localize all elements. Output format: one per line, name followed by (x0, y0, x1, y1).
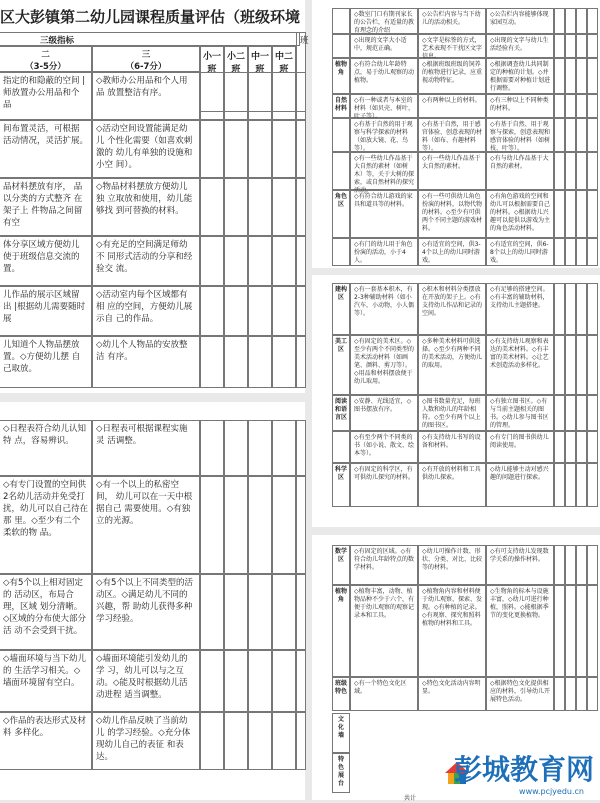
right_page2-row-3-score-3 (587, 431, 598, 463)
row-3-trail (296, 236, 306, 286)
row-3-score-1 (224, 236, 248, 286)
brow-2-score-0 (200, 574, 224, 650)
right_page1-row-3-score-3 (587, 94, 598, 118)
right_page3-row-0-score-2 (576, 545, 587, 585)
right_page1-row-5-a: ◇有一些幼儿作品基于大自然的素材（如树木）等，关于大树的探索，或自然材料的探究活动。 (350, 152, 418, 190)
row-2-score-3 (272, 178, 296, 236)
header-col2-label: 二 (41, 50, 50, 60)
row-1-col3: ◇活动空间设置能满足幼儿 个性化需要（如喜欢刺激的 幼儿有单独的设施和小空 间）。 (92, 120, 200, 178)
row-5-score-0 (200, 336, 224, 388)
right_page2-row-3-score-1 (565, 431, 576, 463)
right_page3-row-0-score-1 (565, 545, 576, 585)
right_page1-row-1-c: ◇出现的文字与幼儿生活经验有关。 (486, 34, 554, 58)
right_page1-row-2-c: ◇根据调查幼儿共同制定的种植的计划。◇并根据需要对种植计划进行调整。 (486, 58, 554, 94)
right_page2-row-0-a: ◇有一套基本积木，有2-3种辅助材料（如小汽车，小动物，小人偶等）。 (350, 283, 418, 335)
header-level3: 三级指标 (0, 32, 300, 46)
brow-1-score-1 (224, 476, 248, 574)
right_page3-row-2-cat: 班级特色 (332, 677, 350, 711)
row-1-trail (296, 120, 306, 178)
right_page3-row-2-score-3 (587, 677, 598, 711)
right-page-3 (312, 535, 600, 800)
right_page3-row-0-score-0 (554, 545, 565, 585)
right_page1-row-2-cat: 植物角 (332, 58, 350, 94)
right_page1-row-5-score-1 (565, 152, 576, 190)
right_page2-row-0-cat: 建构区 (332, 283, 350, 335)
brow-0-trail (296, 420, 306, 476)
right_page2-row-4-cat: 科学区 (332, 463, 350, 507)
brow-2-score-3 (272, 574, 296, 650)
right_page1-row-4-b: ◇有基于自然，用于感官体验、创意表现的材料（如布、有趣材料等）。 (418, 118, 486, 152)
right_page3-row-2-score-0 (554, 677, 565, 711)
right_page3-row-2-score-1 (565, 677, 576, 711)
header-trailing-label: 班 (300, 36, 309, 46)
header-col3 (92, 46, 200, 72)
right_page3-row-1-cat: 植物角 (332, 585, 350, 677)
right_page1-row-4-a: ◇有基于自然的用于观察与科学探索的材料（如放大镜、花、鸟等）。 (350, 118, 418, 152)
brow-1-score-2 (248, 476, 272, 574)
right_page1-row-2-score-2 (576, 58, 587, 94)
row-3-score-2 (248, 236, 272, 286)
brow-2-score-1 (224, 574, 248, 650)
right_page1-row-7-a: ◇有门的幼儿用于角色扮演的活动，小于4人。 (350, 238, 418, 266)
right_page3-row-1-b: ◇植物角内容和材料便于幼儿观察、探索、发现。◇有种植的记录。◇有观察、探究和照料植物的材料和工具。 (418, 585, 486, 677)
row-1-col2: 间布置灵活，可根据 活动情况，灵活扩展。 (0, 120, 92, 178)
row-5-score-1 (224, 336, 248, 388)
right_page2-row-2-score-3 (587, 395, 598, 431)
right_page1-row-1-score-2 (576, 34, 587, 58)
brow-0-score-2 (248, 420, 272, 476)
document-title: 区大彭镇第二幼儿园课程质量评估（班级环境 (0, 8, 301, 26)
right_page1-row-5-cat (332, 152, 350, 190)
row-1-score-0 (200, 120, 224, 178)
row-2-score-0 (200, 178, 224, 236)
right_page2-row-4-b: ◇有开放的材料和工具供幼儿探索。 (418, 463, 486, 507)
row-2-col3: ◇物品材料摆放方便幼儿独 立取放和使用，幼儿能够找 到可替换的材料。 (92, 178, 200, 236)
right_page2-row-1-score-0 (554, 335, 565, 395)
watermark-brand: 彭城教育网 (453, 753, 594, 786)
right_page2-row-3-score-0 (554, 431, 565, 463)
brow-3-trail (296, 650, 306, 712)
right_page2-row-3-score-2 (576, 431, 587, 463)
left-page-top (0, 0, 309, 393)
brow-2-trail (296, 574, 306, 650)
feature-stand-label: 特色展台 (332, 753, 350, 793)
row-3-col3: ◇有充足的空间满足师幼不 同形式活动的分享和经验交 流。 (92, 236, 200, 286)
right_page1-row-4-c: ◇有基于自然、用于观察与探索，创意表现和感官体验的材料（如树枝、叶等）。 (486, 118, 554, 152)
brow-3-col3: ◇墙面环境能引发幼儿的学 习，幼儿可以与之互动。◇能及时根据幼儿活动进程 适当调整。 (92, 650, 200, 712)
right_page1-row-3-score-2 (576, 94, 587, 118)
right_page2-row-1-score-3 (587, 335, 598, 395)
row-5-score-2 (248, 336, 272, 388)
right_page1-row-7-c: ◇有适宜的空间，供6-8个以上的幼儿同时游戏。 (486, 238, 554, 266)
right_page1-row-0-score-2 (576, 8, 587, 34)
right_page1-row-6-score-2 (576, 190, 587, 238)
right_page2-row-1-c: ◇有支持幼儿观察和表达的美术材料。◇有丰富的美术材料。◇让艺术创造活动多样化。 (486, 335, 554, 395)
row-0-trail (296, 72, 306, 120)
right_page2-row-3-c: ◇有专门的图书供幼儿阅读使用。 (486, 431, 554, 463)
row-4-score-3 (272, 286, 296, 336)
right_page3-row-2-b: ◇特色文化活动内容明显。 (418, 677, 486, 711)
right_page1-row-1-b: ◇文字是标签的方式，艺术表现不干扰区文字信息。 (418, 34, 486, 58)
right_page1-row-7-score-2 (576, 238, 587, 266)
right_page2-row-1-cat: 美工区 (332, 335, 350, 395)
brow-3-score-2 (248, 650, 272, 712)
brow-3-score-0 (200, 650, 224, 712)
row-3-score-0 (200, 236, 224, 286)
right_page1-row-2-a: ◇有符合幼儿年龄特点，易于幼儿观察的动植物。 (350, 58, 418, 94)
right_page1-row-7-b: ◇有适宜的空间，供3-4个以上的幼儿同时游戏。 (418, 238, 486, 266)
brow-4-score-1 (224, 712, 248, 770)
right_page2-row-2-a: ◇安静、光线适宜，◇图书摆放有序。 (350, 395, 418, 431)
right_page1-row-3-c: ◇有三种以上不同种类的材料。 (486, 94, 554, 118)
right_page1-row-2-b: ◇根据班级班级的饲养的植物进行记录，应重视动物特征。 (418, 58, 486, 94)
right_page2-row-3-b: ◇有支持幼儿书写的设备和材料。 (418, 431, 486, 463)
right_page2-row-4-score-3 (587, 463, 598, 507)
brow-0-score-0 (200, 420, 224, 476)
right_page1-row-6-c: ◇有角色游戏的空间和幼儿可以根据需要自己的材料。◇根据幼儿兴趣可以提供以游戏为主的角色活动材料。 (486, 190, 554, 238)
right_page1-row-0-score-3 (587, 8, 598, 34)
right_page2-row-2-score-1 (565, 395, 576, 431)
right_page1-row-4-score-1 (565, 118, 576, 152)
right_page1-row-4-score-2 (576, 118, 587, 152)
right_page1-row-0-a: ◇数室门口有期刊家长的公告栏，有适量的教育理念的介绍 (350, 8, 418, 34)
right_page2-row-2-b: ◇图书数量充足，每班人数和幼儿的年龄相符。◇至少有两个以上的图书区。 (418, 395, 486, 431)
right_page1-row-0-c: ◇公告栏内容能够体现家园互动。 (486, 8, 554, 34)
brow-3-col2: ◇墙面环境与当下幼儿的 生活学习相关。◇墙面环境留有空白。 (0, 650, 92, 712)
right_page2-row-2-score-0 (554, 395, 565, 431)
right_page1-row-6-cat: 角色区 (332, 190, 350, 238)
right-page-2 (312, 275, 600, 527)
right_page2-row-4-a: ◇有固定的科学区，有可供幼儿探究的材料。 (350, 463, 418, 507)
brow-1-trail (296, 476, 306, 574)
brow-4-col2: ◇作品的表达形式及材料 多样化。 (0, 712, 92, 770)
right_page2-row-2-cat: 阅读和语言区 (332, 395, 350, 431)
brow-0-score-3 (272, 420, 296, 476)
right_page2-row-0-score-3 (587, 283, 598, 335)
right_page3-row-1-c: ◇生物角的标本与设施丰富，◇幼儿可进行种植，照料。◇能根据季节的变化更换植物。 (486, 585, 554, 677)
right_page3-row-1-score-1 (565, 585, 576, 677)
brow-4-col3: ◇幼儿作品反映了当前幼儿 的学习经验。◇充分体现幼儿自己的表征 和表达。 (92, 712, 200, 770)
right_page2-row-3-cat (332, 431, 350, 463)
total-label: 共计 (403, 795, 416, 802)
right_page1-row-7-cat (332, 238, 350, 266)
right_page2-row-3-a: ◇有至少两个不同类的书（如小说、散文、绘本等）。 (350, 431, 418, 463)
right_page1-row-6-a: ◇有符合幼儿游戏的家具和道具等的材料。 (350, 190, 418, 238)
right_page1-row-1-a: ◇出现的文字大小适中，规范正确。 (350, 34, 418, 58)
brow-2-col3: ◇有5个以上不同类型的活 动区。◇满足幼儿不同的兴趣，帮 助幼儿获得多种学习经验。 (92, 574, 200, 650)
brow-0-col2: ◇日程表符合幼儿认知特 点，容易辨识。 (0, 420, 92, 476)
brow-3-score-1 (224, 650, 248, 712)
right_page1-row-2-score-3 (587, 58, 598, 94)
brow-4-score-3 (272, 712, 296, 770)
class-header-3: 中一班 (248, 46, 272, 112)
row-3-col2: 体分享区域方便幼儿 使于班级信息交流的 置。 (0, 236, 92, 286)
header-col2 (0, 46, 92, 72)
left-page-bottom (0, 402, 305, 800)
right_page1-row-6-score-3 (587, 190, 598, 238)
right_page1-row-1-score-0 (554, 34, 565, 58)
right_page3-row-0-b: ◇幼儿可操作计数、形状、分类、对比、比较等的材料。 (418, 545, 486, 585)
right_page2-row-1-a: ◇有固定的美术区。◇至少有两个不同类型的美术活动材料（如画笔、颜料、剪刀等）。◇用品和材料摆放便于幼儿取用。 (350, 335, 418, 395)
culture-wall-label: 文化墙 (332, 713, 350, 753)
class-header-1: 小一班 (200, 46, 224, 112)
right_page1-row-0-cat (332, 8, 350, 34)
right_page1-row-3-score-0 (554, 94, 565, 118)
right_page2-row-1-score-2 (576, 335, 587, 395)
brow-3-score-3 (272, 650, 296, 712)
row-5-col3: ◇幼儿个人物品的安放整洁 有序。 (92, 336, 200, 388)
right_page1-row-6-score-0 (554, 190, 565, 238)
row-0-score-3 (272, 72, 296, 120)
right-page-1 (312, 0, 600, 268)
row-5-score-3 (272, 336, 296, 388)
right_page2-row-4-score-1 (565, 463, 576, 507)
right_page3-row-1-score-2 (576, 585, 587, 677)
right_page1-row-3-score-1 (565, 94, 576, 118)
row-2-trail (296, 178, 306, 236)
right_page1-row-7-score-1 (565, 238, 576, 266)
right_page1-row-1-cat (332, 34, 350, 58)
row-0-score-2 (248, 72, 272, 120)
right_page2-row-2-score-2 (576, 395, 587, 431)
right_page1-row-1-score-3 (587, 34, 598, 58)
right_page3-row-1-score-0 (554, 585, 565, 677)
row-1-score-2 (248, 120, 272, 178)
right_page1-row-0-score-1 (565, 8, 576, 34)
brow-1-col3: ◇有一个以上的私密空间， 幼儿可以在一天中根据自己 需要使用。◇有独立的光源。 (92, 476, 200, 574)
right_page1-row-6-score-1 (565, 190, 576, 238)
right_page2-row-0-score-0 (554, 283, 565, 335)
right_page2-row-1-score-1 (565, 335, 576, 395)
right_page3-row-0-c: ◇有可支持幼儿发现数学关系的操作材料。 (486, 545, 554, 585)
row-2-col2: 品材料摆放有序， 品以分类的方式整齐 在架子上 件物品之间留有空 (0, 178, 92, 236)
row-1-score-3 (272, 120, 296, 178)
header-col3-ages: （6-7分） (125, 62, 167, 72)
right_page1-row-4-score-0 (554, 118, 565, 152)
brow-1-score-0 (200, 476, 224, 574)
row-2-score-2 (248, 178, 272, 236)
right_page1-row-5-c: ◇有与幼儿作品基于大自然的素材。 (486, 152, 554, 190)
brow-4-score-0 (200, 712, 224, 770)
right_page1-row-5-score-0 (554, 152, 565, 190)
right_page1-row-7-score-0 (554, 238, 565, 266)
right_page2-row-0-score-2 (576, 283, 587, 335)
right_page2-row-4-c: ◇幼儿能够主动对感兴趣的问题进行探索。 (486, 463, 554, 507)
row-4-trail (296, 286, 306, 336)
right_page1-row-0-score-0 (554, 8, 565, 34)
right_page3-row-0-a: ◇有固定的区域。◇有符合幼儿年龄特点的数学材料。 (350, 545, 418, 585)
brow-1-col2: ◇有专门设置的空间供 2名幼儿活动并免受打 扰，幼儿可以自己待在那 里。◇至少有二个柔软的物 品。 (0, 476, 92, 574)
row-0-score-1 (224, 72, 248, 120)
right_page1-row-5-score-2 (576, 152, 587, 190)
header-col3-label: 三 (141, 50, 151, 60)
row-4-col3: ◇活动室内每个区域都有相 应的空间，方便幼儿展示自 己的作品。 (92, 286, 200, 336)
brow-1-score-3 (272, 476, 296, 574)
right_page1-row-5-b: ◇有一些幼儿作品基于大自然的素材。 (418, 152, 486, 190)
right_page1-row-6-b: ◇有一些可供幼儿角色扮演的材料，以物代物的材料。◇至少有可供两个不同主题的游戏材料。 (418, 190, 486, 238)
right_page1-row-4-score-3 (587, 118, 598, 152)
right_page2-row-4-score-0 (554, 463, 565, 507)
right_page2-row-0-score-1 (565, 283, 576, 335)
brow-0-col3: ◇日程表可根据课程实施灵 活调整。 (92, 420, 200, 476)
brow-4-trail (296, 712, 306, 770)
right_page1-row-1-score-1 (565, 34, 576, 58)
right_page2-row-0-b: ◇积木和材料分类摆放在开放的架子上。◇有支持幼儿作品和记录的空间。 (418, 283, 486, 335)
row-0-col2: 指定的和隐蔽的空间 |师放置办公用品和个 品 (0, 72, 92, 120)
brow-0-score-1 (224, 420, 248, 476)
row-4-score-2 (248, 286, 272, 336)
right_page1-row-7-score-3 (587, 238, 598, 266)
brow-2-col2: ◇有5个以上相对固定的 活动区，布局合理，区域 划分清晰。◇区域的分布使大部分活 动不会受到干扰。 (0, 574, 92, 650)
right_page3-row-2-c: ◇根据特色文化提供相应的材料，引导幼儿开展特色活动。 (486, 677, 554, 711)
right_page1-row-0-b: ◇公告栏内容与当下幼儿的活动相关。 (418, 8, 486, 34)
row-5-col2: 儿知道个人物品摆放 置。◇方便幼儿摆 自己取放。 (0, 336, 92, 388)
right_page1-row-3-b: ◇有两种以上的材料。 (418, 94, 486, 118)
row-4-col2: 儿作品的展示区域留 出 |根据幼儿需要随时展 (0, 286, 92, 336)
row-0-col3: ◇教师办公用品和个人用品 放置整洁有序。 (92, 72, 200, 120)
right_page1-row-4-cat (332, 118, 350, 152)
right_page1-row-3-a: ◇有一种或者与本室的材料（如贝壳、树叶、叶子等）。 (350, 94, 418, 118)
class-header-4: 中二班 (272, 46, 296, 112)
watermark-url: www.pcjyedu.cn (519, 787, 584, 796)
right_page3-row-1-score-3 (587, 585, 598, 677)
row-5-trail (296, 336, 306, 388)
right_page3-row-1-a: ◇植物丰富，动物、植物品种不少于六个，有便于幼儿观察的观察记录本和工具。 (350, 585, 418, 677)
row-2-score-1 (224, 178, 248, 236)
right_page2-row-0-c: ◇有足够的搭建空间。◇有丰富的辅助材料，支持幼儿主题搭建。 (486, 283, 554, 335)
right_page3-row-2-score-2 (576, 677, 587, 711)
row-1-score-1 (224, 120, 248, 178)
right_page2-row-2-c: ◇有独立图书区。◇有与当前主题相关的图书。◇幼儿参与图书区的管理。 (486, 395, 554, 431)
right_page2-row-4-score-2 (576, 463, 587, 507)
header-col2-ages: （3-5分） (25, 62, 66, 72)
row-4-score-0 (200, 286, 224, 336)
row-4-score-1 (224, 286, 248, 336)
right_page3-row-0-score-3 (587, 545, 598, 585)
right_page3-row-2-a: ◇有一个特色文化区域。 (350, 677, 418, 711)
right_page1-row-3-cat: 自然材料 (332, 94, 350, 118)
right_page2-row-1-b: ◇多种美术材料可供选择。◇至少有两种不同的美术活动，方便幼儿的取用。 (418, 335, 486, 395)
brow-4-score-2 (248, 712, 272, 770)
right_page1-row-5-score-3 (587, 152, 598, 190)
right_page1-row-2-score-0 (554, 58, 565, 94)
row-0-score-0 (200, 72, 224, 120)
brow-2-score-2 (248, 574, 272, 650)
row-3-score-3 (272, 236, 296, 286)
class-header-2: 小二班 (224, 46, 248, 112)
right_page1-row-2-score-1 (565, 58, 576, 94)
right_page3-row-0-cat: 数学区 (332, 545, 350, 585)
